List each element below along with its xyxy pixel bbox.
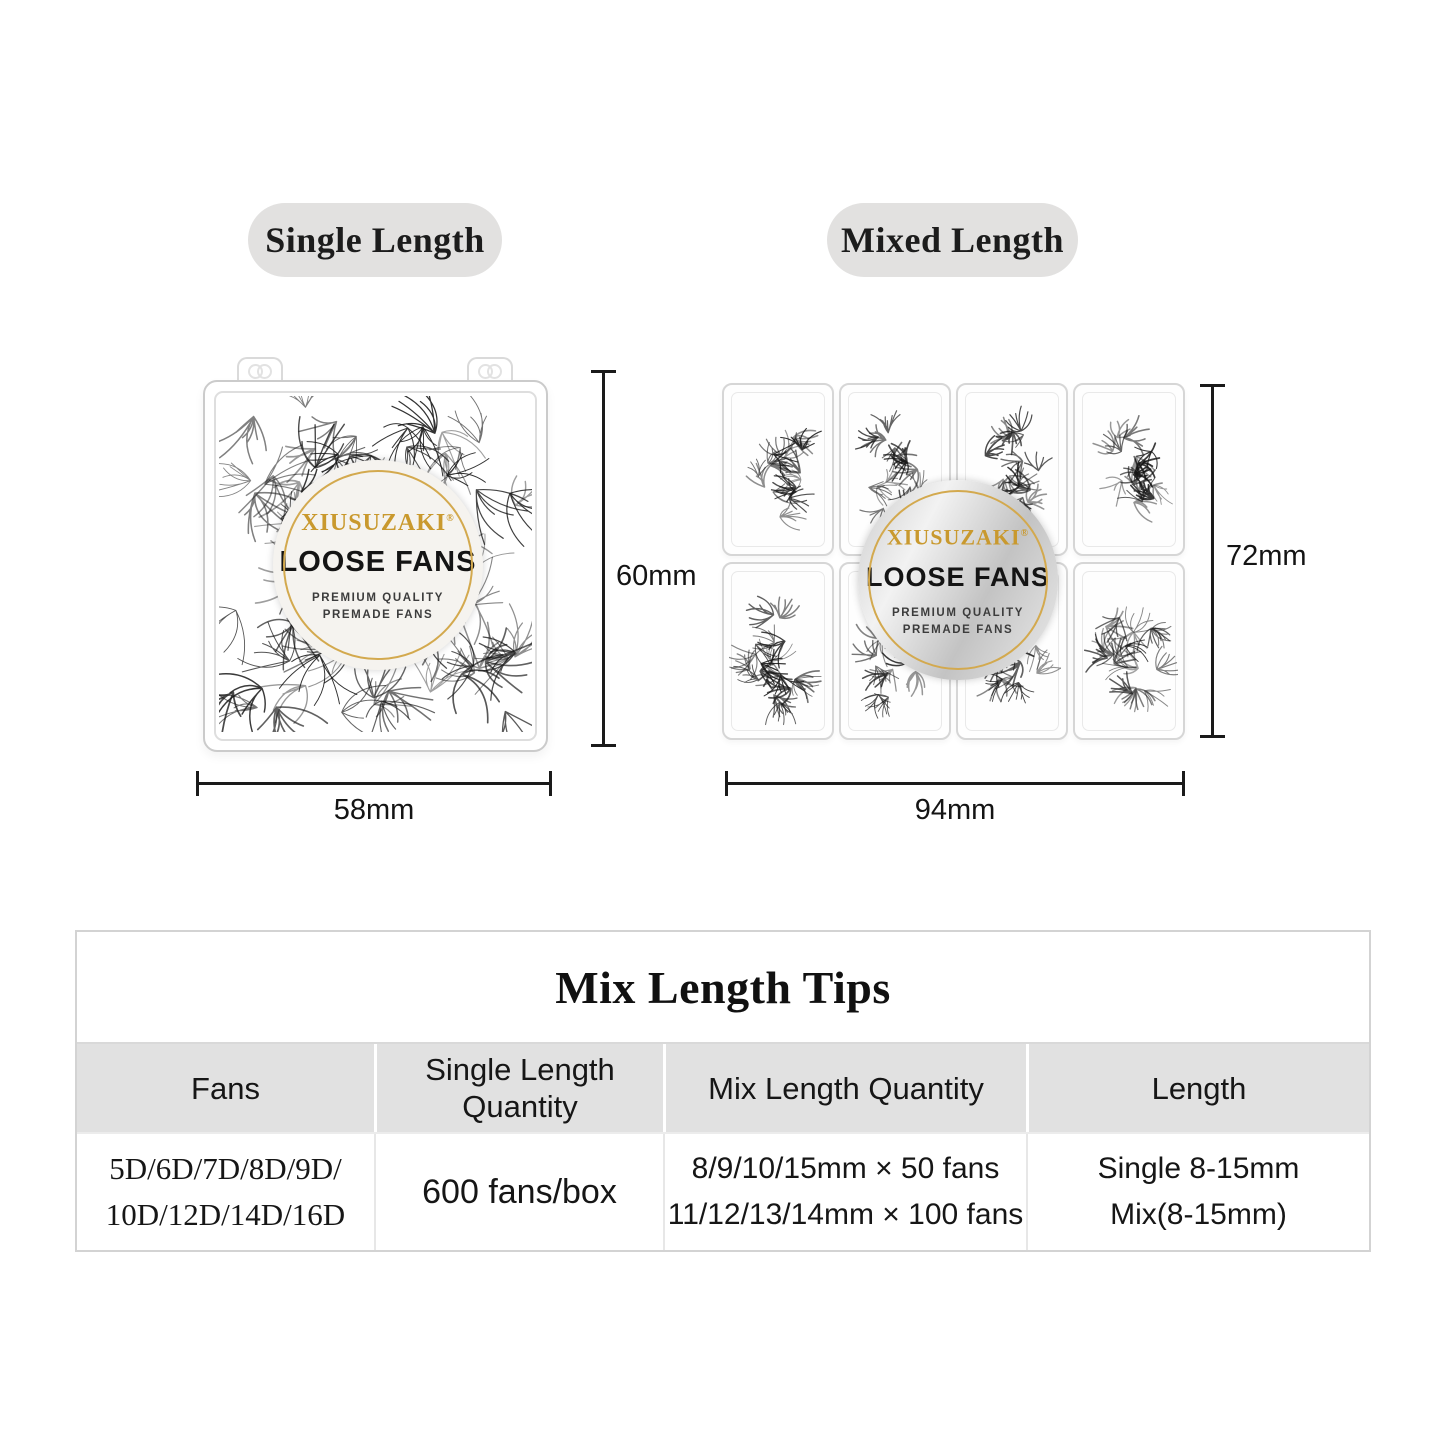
cell-fans-line1: 5D/6D/7D/8D/9D/ bbox=[109, 1151, 342, 1186]
mixed-box-compartment bbox=[1073, 562, 1185, 740]
cell-fans bbox=[77, 1134, 374, 1250]
brand-label-mixed-box bbox=[858, 480, 1058, 680]
dimension-label-mixed-width: 94mm bbox=[914, 794, 996, 826]
mix-length-tips-table bbox=[75, 930, 1371, 1252]
product-name: LOOSE FANS bbox=[865, 561, 1051, 592]
badge-mixed-length bbox=[827, 203, 1078, 277]
cell-mix-quantity-line2: 11/12/13/14mm × 100 fans bbox=[667, 1198, 1024, 1231]
brand-text: XIUSUZAKI bbox=[886, 524, 1021, 550]
dimension-line-mixed-height bbox=[1211, 384, 1214, 738]
column-header-length: Length bbox=[1026, 1044, 1369, 1132]
brand-name bbox=[887, 521, 1029, 550]
brand-text: XIUSUZAKI bbox=[301, 510, 447, 536]
column-header-fans: Fans bbox=[191, 1070, 260, 1106]
cell-single-quantity bbox=[374, 1134, 663, 1250]
cell-single-quantity-value: 600 fans/box bbox=[422, 1173, 617, 1211]
dimension-label-mixed-height: 72mm bbox=[1226, 540, 1307, 572]
badge-single-length bbox=[248, 203, 502, 277]
tagline-line2: PREMADE FANS bbox=[322, 609, 434, 621]
lash-clump-photo bbox=[729, 569, 827, 733]
dimension-line-mixed-width bbox=[725, 782, 1185, 785]
cell-length bbox=[1026, 1134, 1369, 1250]
badge-mixed-length-text: Mixed Length bbox=[840, 220, 1064, 260]
dimension-label-single-height: 60mm bbox=[616, 560, 697, 592]
gold-ring bbox=[865, 490, 1051, 670]
box-hinge-left bbox=[237, 357, 283, 382]
gold-ring bbox=[283, 470, 473, 660]
box-hinge-right bbox=[467, 357, 513, 382]
mixed-box-compartment bbox=[722, 562, 834, 740]
table-title: Mix Length Tips bbox=[555, 961, 891, 1013]
brand-name bbox=[301, 506, 455, 536]
column-header-mix-length-quantity: Mix Length Quantity bbox=[663, 1044, 1026, 1132]
cell-fans-line2: 10D/12D/14D/16D bbox=[105, 1197, 346, 1232]
mixed-box-compartment bbox=[1073, 383, 1185, 556]
tagline-line1: PREMIUM QUALITY bbox=[892, 606, 1024, 619]
tagline-line1: PREMIUM QUALITY bbox=[312, 592, 444, 604]
dimension-label-single-width: 58mm bbox=[333, 794, 415, 826]
lash-clump-photo bbox=[1080, 569, 1178, 733]
registered-trademark-symbol: ® bbox=[1020, 528, 1030, 540]
dimension-line-single-width bbox=[196, 782, 552, 785]
lash-clump-photo bbox=[1080, 390, 1178, 549]
registered-trademark-symbol: ® bbox=[446, 513, 455, 524]
cell-length-line1: Single 8-15mm bbox=[1097, 1152, 1300, 1185]
badge-single-length-text: Single Length bbox=[265, 220, 485, 260]
cell-mix-quantity-line1: 8/9/10/15mm × 50 fans bbox=[691, 1152, 1000, 1185]
dimension-line-single-height bbox=[602, 370, 605, 747]
table-header-row bbox=[77, 1042, 1369, 1134]
mixed-box-compartment bbox=[722, 383, 834, 556]
table-data-row bbox=[77, 1134, 1369, 1250]
lash-clump-photo bbox=[729, 390, 827, 549]
product-name: LOOSE FANS bbox=[279, 546, 477, 578]
column-header-single-length-quantity: Single Length Quantity bbox=[374, 1044, 663, 1132]
brand-label-single-box bbox=[273, 460, 483, 670]
cell-length-line2: Mix(8-15mm) bbox=[1110, 1198, 1287, 1231]
tagline-line2: PREMADE FANS bbox=[902, 623, 1014, 636]
cell-mix-quantity bbox=[663, 1134, 1026, 1250]
